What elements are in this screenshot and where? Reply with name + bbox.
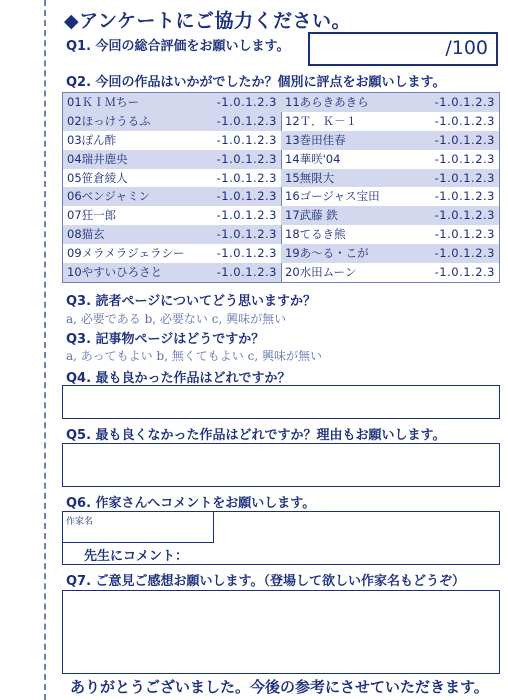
q4-label: Q4. 最も良かった作品はどれですか？ (66, 371, 291, 386)
rating-scale[interactable]: -1.0.1.2.3 (216, 170, 277, 185)
q2-rating-grid (62, 92, 500, 283)
q4-answer-box[interactable] (62, 385, 500, 419)
author-name-box[interactable] (62, 511, 214, 543)
q6-label: Q6. 作家さんへコメントをお願いします。 (66, 496, 316, 511)
rating-row (281, 225, 499, 244)
rating-row (63, 150, 281, 169)
author-entry-name: 04瑞井鹿央 (67, 151, 128, 166)
author-entry-name: 06ベンジャミン (67, 189, 151, 204)
rating-row (63, 112, 281, 131)
rating-scale[interactable]: -1.0.1.2.3 (216, 151, 277, 166)
q7-answer-box[interactable] (62, 590, 500, 674)
q3b-options[interactable]: a, あってもよい b, 無くてもよい c, 興味が無い (66, 349, 322, 363)
q3b-label: Q3. 記事物ページはどうですか？ (66, 332, 265, 347)
author-entry-name: 16ゴージャス宝田 (285, 189, 380, 204)
rating-row (281, 206, 499, 225)
author-entry-name: 17武藤 鉄 (285, 208, 338, 223)
author-entry-name: 05笹倉綾人 (67, 170, 128, 185)
rating-row (281, 150, 499, 169)
rating-scale[interactable]: -1.0.1.2.3 (216, 227, 277, 242)
q1-score-box[interactable] (308, 32, 498, 66)
thank-you-footer: ありがとうございました。今後の参考にさせていただきます。 (70, 678, 489, 696)
rating-row (281, 187, 499, 206)
rating-scale[interactable]: -1.0.1.2.3 (434, 95, 495, 109)
rating-scale[interactable]: -1.0.1.2.3 (216, 95, 277, 109)
rating-row (63, 169, 281, 188)
rating-scale[interactable]: -1.0.1.2.3 (434, 208, 495, 223)
rating-row (281, 263, 499, 282)
q1-score-suffix: /100 (445, 37, 488, 59)
rating-scale[interactable]: -1.0.1.2.3 (434, 189, 495, 204)
author-entry-name: 03ぽん酢 (67, 132, 117, 147)
rating-row (63, 244, 281, 263)
author-entry-name: 08猫玄 (67, 227, 105, 242)
rating-scale[interactable]: -1.0.1.2.3 (216, 208, 277, 223)
author-entry-name: 14華咲'04 (285, 151, 341, 166)
rating-scale[interactable]: -1.0.1.2.3 (434, 151, 495, 166)
rating-scale[interactable]: -1.0.1.2.3 (216, 189, 277, 204)
author-entry-name: 02ほっけうるふ (67, 113, 151, 128)
author-entry-name: 15無限大 (285, 170, 335, 185)
rating-row (281, 93, 499, 112)
rating-row (63, 263, 281, 282)
q1-label: Q1. 今回の総合評価をお願いします。 (66, 39, 290, 54)
author-entry-name: 10やすいひろさと (67, 265, 163, 280)
author-entry-name: 18てるき熊 (285, 227, 346, 242)
q7-label: Q7. ご意見ご感想お願いします。（登場して欲しい作家名もどうぞ） (66, 574, 466, 589)
rating-scale[interactable]: -1.0.1.2.3 (216, 246, 277, 261)
q2-label: Q2. 今回の作品はいかがでしたか？個別に評点をお願いします。 (66, 75, 446, 90)
rating-scale[interactable]: -1.0.1.2.3 (216, 132, 277, 147)
rating-row (281, 244, 499, 263)
rating-row (281, 169, 499, 188)
rating-column-left (63, 93, 282, 282)
author-entry-name: 09メラメラジェラシー (67, 246, 185, 261)
author-entry-name: 19あ～る・こが (285, 246, 369, 261)
author-entry-name: 20水田ムーン (285, 265, 357, 280)
author-entry-name: 13巻田佳春 (285, 132, 346, 147)
rating-scale[interactable]: -1.0.1.2.3 (434, 132, 495, 147)
rating-scale[interactable]: -1.0.1.2.3 (434, 265, 495, 280)
rating-scale[interactable]: -1.0.1.2.3 (434, 113, 495, 128)
author-entry-name: 07狂一郎 (67, 208, 117, 223)
q3-options[interactable]: a, 必要である b, 必要ない c, 興味が無い (66, 312, 287, 326)
comment-label: 先生にコメント： (84, 549, 189, 564)
rating-row (63, 206, 281, 225)
rating-scale[interactable]: -1.0.1.2.3 (216, 265, 277, 280)
author-entry-name: 01ＫＩＭちー (67, 95, 140, 109)
rating-row (63, 93, 281, 112)
author-name-label: 作家名 (66, 517, 94, 527)
rating-scale[interactable]: -1.0.1.2.3 (216, 113, 277, 128)
rating-row (63, 131, 281, 150)
author-entry-name: 11あらきあきら (285, 95, 369, 109)
q5-answer-box[interactable] (62, 443, 500, 487)
author-entry-name: 12Ｔ．Ｋ－１ (285, 113, 358, 128)
rating-row (63, 187, 281, 206)
survey-title: ◆アンケートにご協力ください。 (64, 10, 351, 32)
rating-row (281, 131, 499, 150)
perforation-line (44, 0, 46, 700)
q5-label: Q5. 最も良くなかった作品はどれですか？理由もお願いします。 (66, 428, 446, 443)
rating-row (63, 225, 281, 244)
rating-row (281, 112, 499, 131)
q3-label: Q3. 読者ページについてどう思いますか？ (66, 294, 317, 309)
rating-scale[interactable]: -1.0.1.2.3 (434, 227, 495, 242)
rating-column-right (281, 93, 499, 282)
rating-scale[interactable]: -1.0.1.2.3 (434, 246, 495, 261)
rating-scale[interactable]: -1.0.1.2.3 (434, 170, 495, 185)
